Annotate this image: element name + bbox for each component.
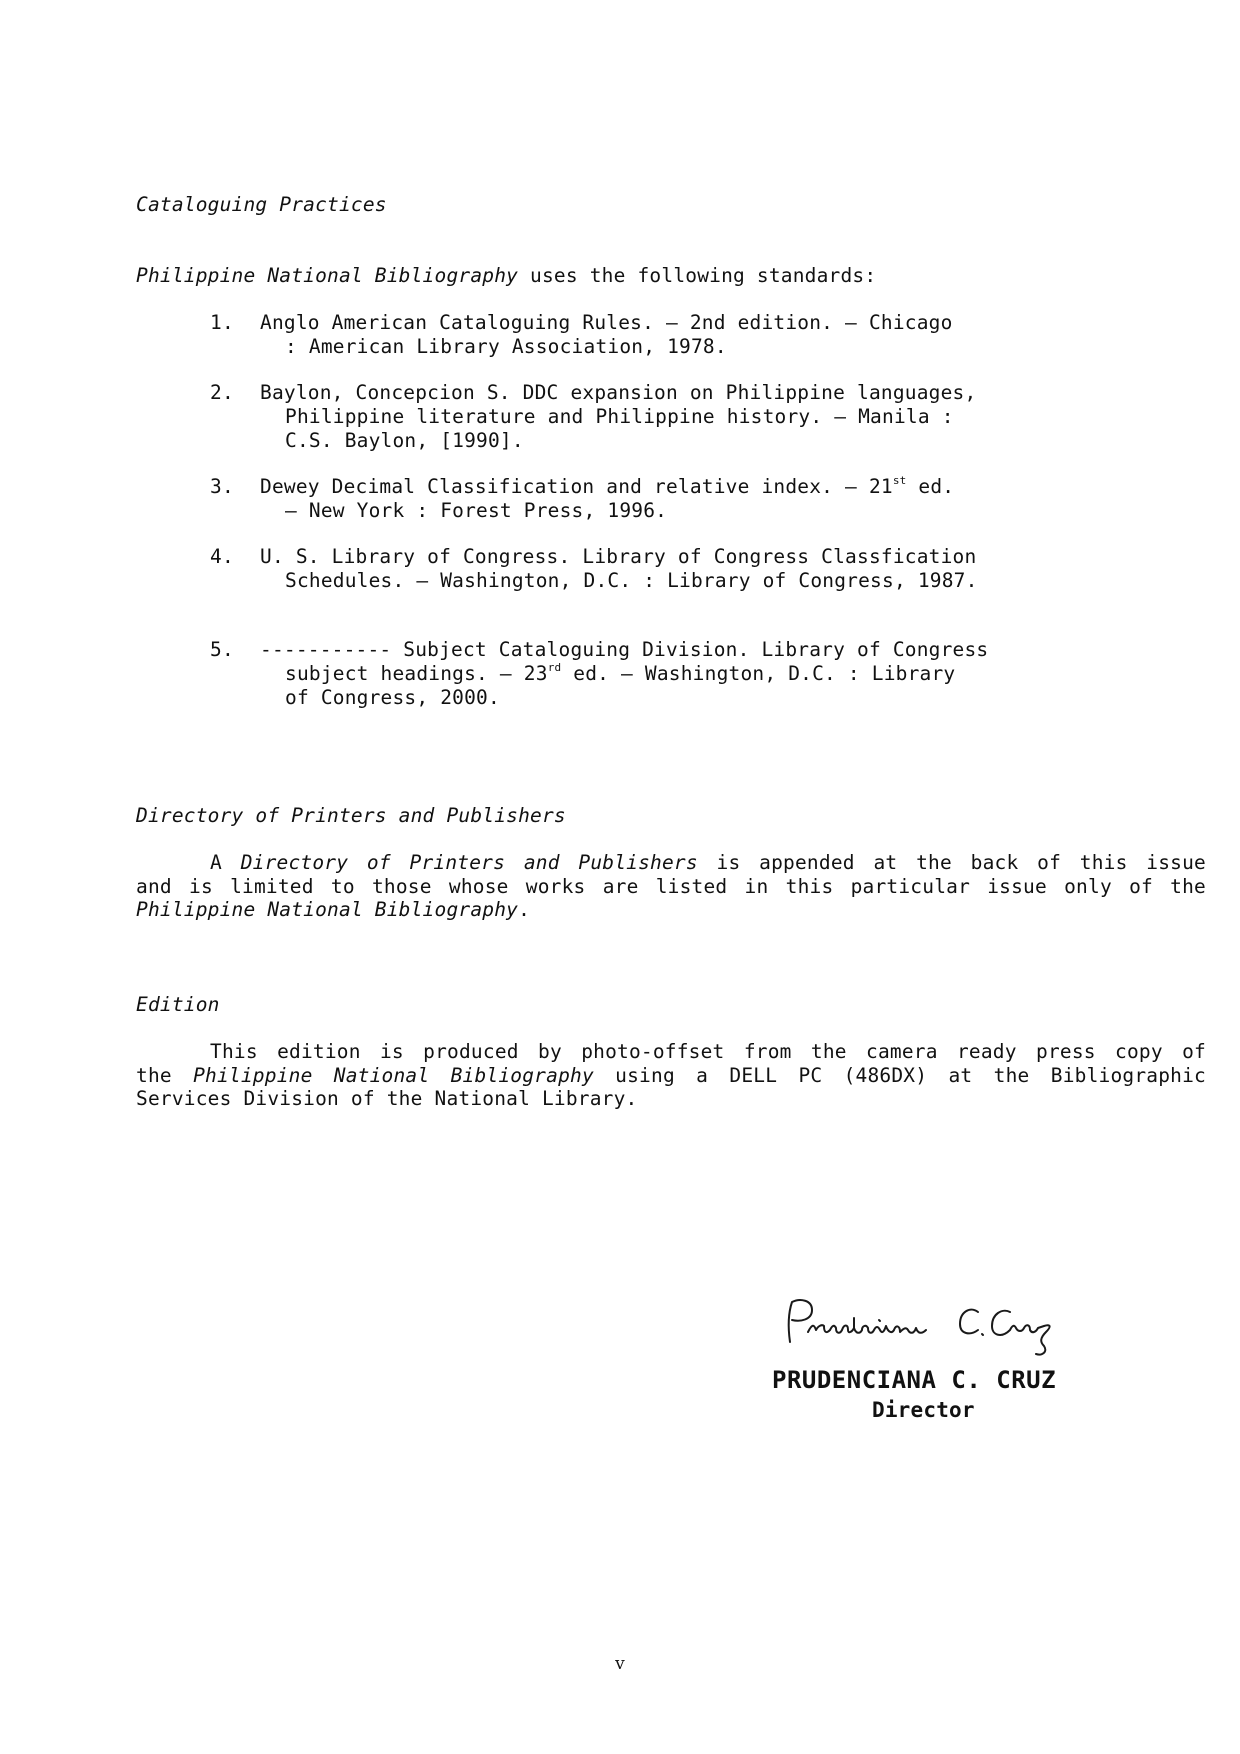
directory-paragraph [136, 851, 1206, 922]
signatory-title: Director [872, 1398, 975, 1422]
item-line: Baylon, Concepcion S. DDC expansion on Philippine languages, [260, 381, 977, 404]
page-number: v [615, 1654, 625, 1674]
section-heading-directory: Directory of Printers and Publishers [136, 804, 566, 827]
item-number: 5. [210, 638, 234, 661]
item-line: of Congress, 2000. [285, 686, 500, 709]
paragraph-line: the Philippine National Bibliography using a DELL PC (486DX) at the Bibliographic [136, 1063, 1206, 1087]
item-text [260, 381, 976, 453]
item-text [260, 311, 953, 359]
item-line: C.S. Baylon, [1990]. [285, 429, 524, 452]
item-line: subject headings. – 23rd ed. – Washington, D.C. : Library [285, 661, 956, 685]
section-heading-cataloguing: Cataloguing Practices [136, 193, 387, 216]
paragraph-line: Services Division of the National Library. [136, 1087, 638, 1110]
item-number: 2. [210, 381, 234, 404]
item-line: Dewey Decimal Classification and relative index. – 21st ed. [260, 474, 955, 498]
handwritten-signature [778, 1290, 1078, 1360]
item-line: Schedules. – Washington, D.C. : Library of Congress, 1987. [285, 569, 978, 592]
section-heading-edition: Edition [136, 993, 220, 1016]
paragraph-line: Philippine National Bibliography. [136, 898, 531, 921]
item-line: ----------- Subject Cataloguing Division. Library of Congress [260, 638, 989, 661]
paragraph-line: A Directory of Printers and Publishers is appended at the back of this issue [210, 851, 1206, 874]
item-number: 4. [210, 545, 234, 568]
item-number: 1. [210, 311, 234, 334]
paragraph-line: and is limited to those whose works are listed in this particular issue only of the [136, 874, 1206, 898]
item-text [260, 638, 988, 710]
intro-title: Philippine National Bibliography [136, 264, 519, 287]
item-line: – New York : Forest Press, 1996. [285, 499, 668, 522]
item-line: Philippine literature and Philippine history. – Manila : [285, 405, 954, 428]
item-line: U. S. Library of Congress. Library of Congress Classfication [260, 545, 977, 568]
edition-paragraph [136, 1040, 1206, 1111]
item-text [260, 475, 954, 523]
item-text [260, 545, 978, 593]
item-line: : American Library Association, 1978. [285, 335, 727, 358]
item-number: 3. [210, 475, 234, 498]
intro-rest: uses the following standards: [518, 264, 877, 287]
paragraph-line: This edition is produced by photo-offset from the camera ready press copy of [210, 1040, 1206, 1063]
item-line: Anglo American Cataloguing Rules. – 2nd edition. – Chicago [260, 311, 953, 334]
cataloguing-intro [136, 264, 876, 288]
signatory-name: PRUDENCIANA C. CRUZ [772, 1366, 1057, 1394]
